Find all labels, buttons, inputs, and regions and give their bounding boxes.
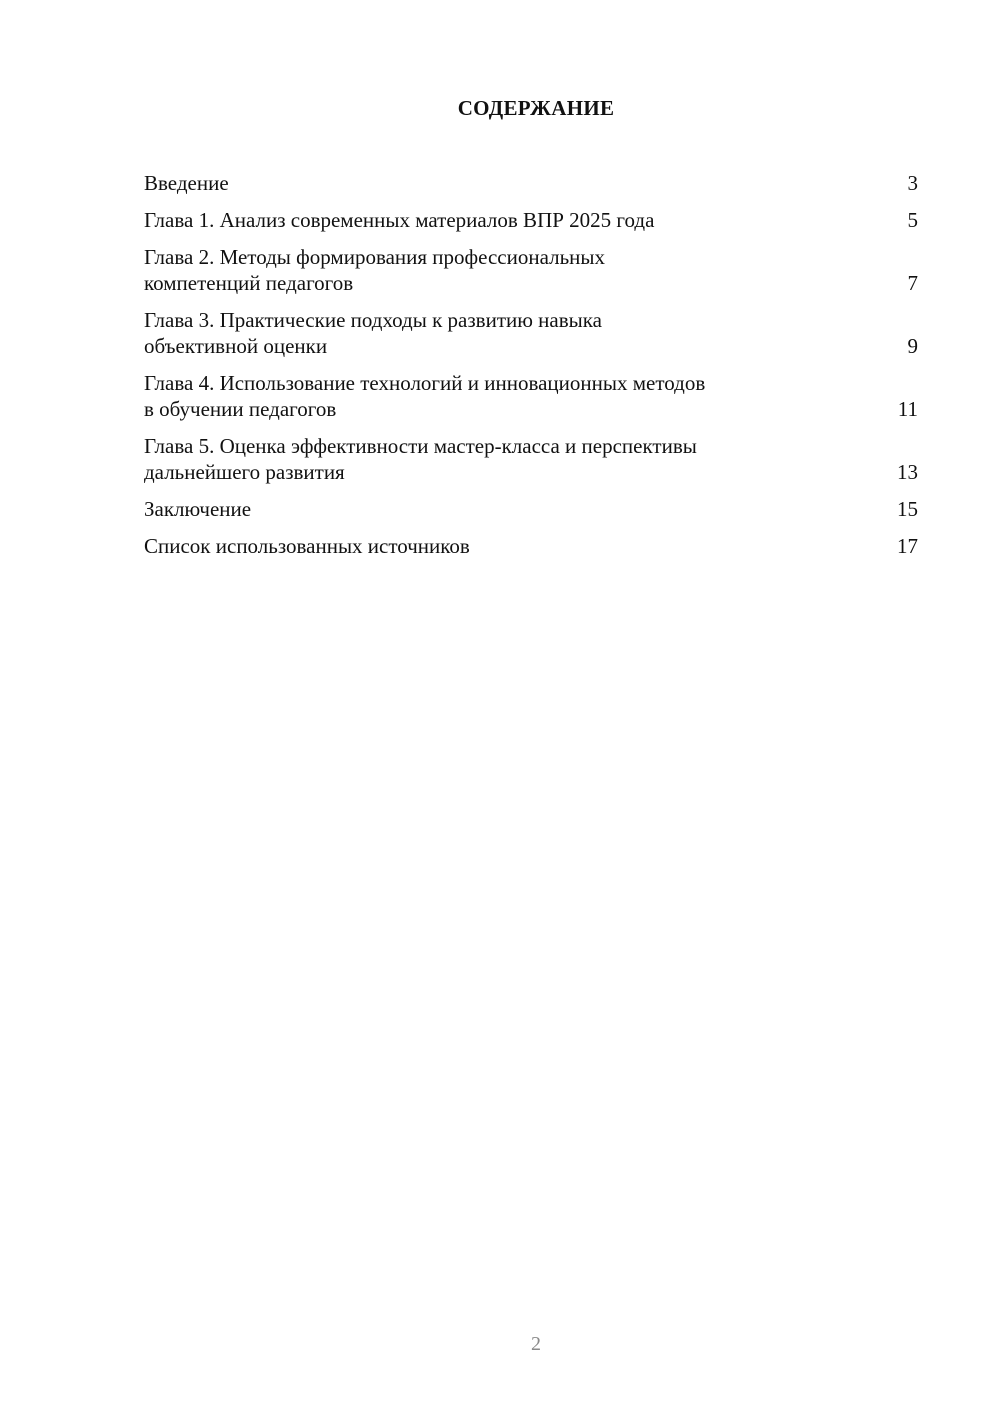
toc-entry-chapter-4 (144, 370, 918, 422)
toc-entry-label: Глава 5. Оценка эффективности мастер-класса и перспективы дальнейшего развития (144, 434, 697, 484)
toc-entry-page: 9 (907, 334, 918, 358)
toc-entry-label: Введение (144, 171, 229, 195)
toc-entry-label: Заключение (144, 497, 252, 521)
toc-entry-page: 17 (897, 534, 918, 558)
toc-entry-page: 13 (897, 460, 918, 484)
toc-entry-page: 5 (907, 208, 918, 232)
toc-entry-conclusion (144, 496, 918, 522)
toc-entry-page: 11 (897, 397, 918, 421)
toc-entry-label: Список использованных источников (144, 534, 470, 558)
toc-entry-page: 15 (897, 497, 918, 521)
toc-entry-label: Глава 3. Практические подходы к развитию навыка объективной оценки (144, 308, 602, 358)
toc-entry-chapter-3 (144, 307, 918, 359)
toc-entry-label: Глава 4. Использование технологий и инновационных методов в обучении педагогов (144, 371, 706, 421)
toc-entry-chapter-5 (144, 433, 918, 485)
toc-entry-chapter-2 (144, 244, 918, 296)
toc-entry-references (144, 533, 918, 559)
toc-entry-page: 3 (907, 171, 918, 195)
table-of-contents (144, 170, 918, 570)
toc-entry-label: Глава 2. Методы формирования профессиональных компетенций педагогов (144, 245, 606, 295)
toc-entry-introduction (144, 170, 918, 196)
page-title: СОДЕРЖАНИЕ (457, 96, 615, 120)
page-number: 2 (531, 1333, 541, 1355)
toc-entry-label: Глава 1. Анализ современных материалов ВПР 2025 года (144, 208, 655, 232)
toc-entry-page: 7 (907, 271, 918, 295)
toc-entry-chapter-1 (144, 207, 918, 233)
